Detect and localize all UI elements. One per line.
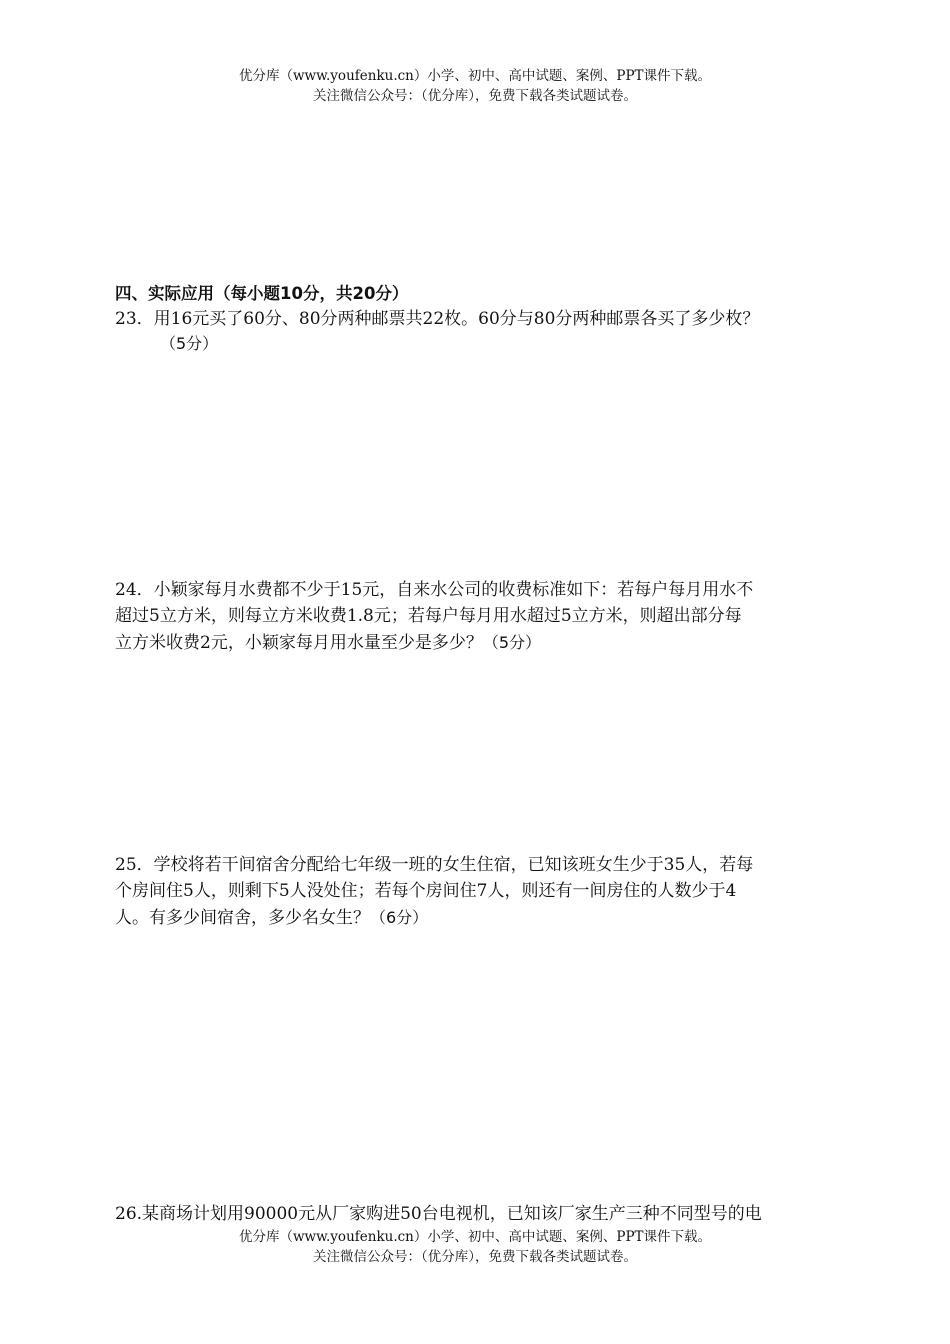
question-24-line-3-text: 立方米收费2元，小颖家每月用水量至少是多少？	[115, 633, 483, 653]
question-25-line-3	[115, 904, 428, 932]
question-23-score: （5分）	[160, 334, 219, 353]
question-24-score: （5分）	[482, 633, 542, 652]
question-25-line-2: 个房间住5人，则剩下5人没处住；若每个房间住7人，则还有一间房住的人数少于4	[115, 881, 737, 901]
page-header	[0, 66, 950, 106]
question-25-line-3-text: 人。有多少间宿舍，多少名女生？	[115, 908, 370, 928]
question-23-line-1: 23．用16元买了60分、80分两种邮票共22枚。60分与80分两种邮票各买了多少枚？	[115, 309, 760, 329]
question-24-line-2: 超过5立方米，则每立方米收费1.8元；若每户每月用水超过5立方米，则超出部分每	[115, 606, 742, 626]
question-24-line-1: 24．小颖家每月水费都不少于15元，自来水公司的收费标准如下：若每户每月用水不	[115, 580, 754, 600]
footer-line-1: 优分库（www.youfenku.cn）小学、初中、高中试题、案例、PPT课件下载。	[238, 1229, 712, 1245]
footer-line-2: 关注微信公众号：（优分库），免费下载各类试题试卷。	[313, 1249, 637, 1265]
header-line-1: 优分库（www.youfenku.cn）小学、初中、高中试题、案例、PPT课件下载。	[238, 68, 712, 84]
question-26-line-1: 26.某商场计划用90000元从厂家购进50台电视机，已知该厂家生产三种不同型号的电	[115, 1204, 762, 1224]
question-25-line-1: 25．学校将若干间宿舍分配给七年级一班的女生住宿，已知该班女生少于35人，若每	[115, 855, 754, 875]
header-line-2: 关注微信公众号：（优分库），免费下载各类试题试卷。	[313, 88, 637, 104]
question-24-line-3	[115, 629, 541, 657]
question-25-score: （6分）	[370, 908, 429, 927]
page-footer	[0, 1227, 950, 1267]
section-title: 四、实际应用（每小题10分，共20分）	[115, 284, 409, 303]
